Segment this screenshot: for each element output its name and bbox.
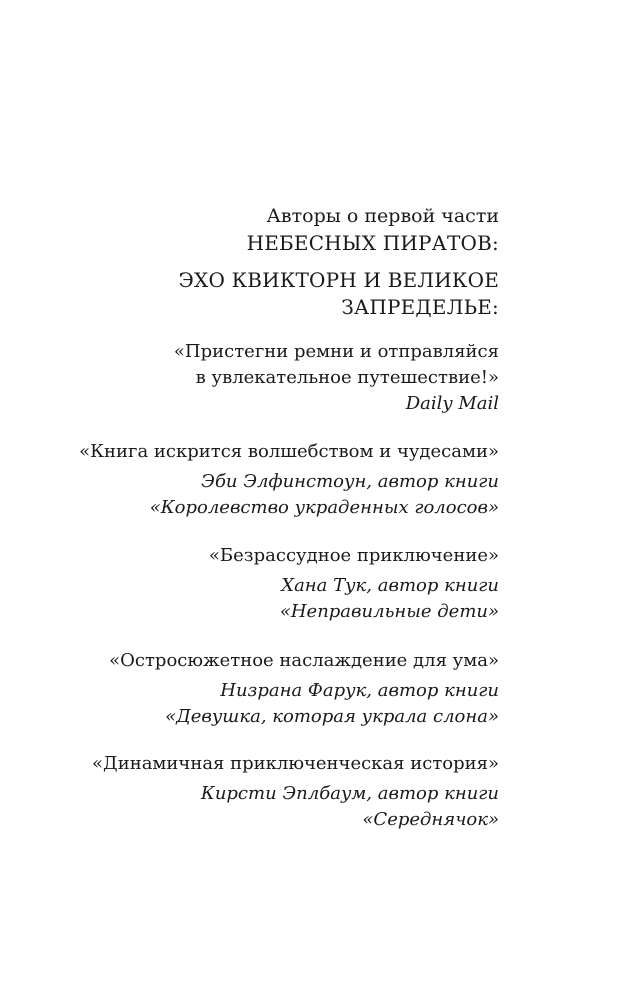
review-book-title: «Неправильные дети» bbox=[279, 601, 499, 622]
review-quote-line: «Книга искрится волшебством и чудесами» bbox=[79, 441, 499, 462]
book-title-line-1: ЭХО КВИКТОРН И ВЕЛИКОЕ bbox=[178, 268, 499, 292]
review-2 bbox=[39, 439, 499, 521]
review-4 bbox=[39, 648, 499, 730]
review-1 bbox=[39, 339, 499, 417]
review-author: Низрана Фарук, автор книги bbox=[220, 680, 499, 701]
book-title-line-2: ЗАПРЕДЕЛЬЕ: bbox=[341, 295, 499, 319]
review-book-title: «Королевство украденных голосов» bbox=[149, 497, 499, 518]
review-3 bbox=[39, 543, 499, 625]
review-source: Daily Mail bbox=[405, 393, 499, 414]
review-author: Кирсти Эплбаум, автор книги bbox=[200, 783, 499, 804]
review-book-title: «Середнячок» bbox=[362, 809, 499, 830]
review-quote-line: «Пристегни ремни и отправляйся bbox=[173, 341, 499, 362]
series-title: НЕБЕСНЫХ ПИРАТОВ: bbox=[246, 231, 499, 255]
review-5 bbox=[39, 751, 499, 833]
review-author: Хана Тук, автор книги bbox=[281, 575, 499, 596]
review-quote-line: «Динамичная приключенческая история» bbox=[92, 753, 499, 774]
heading-intro: Авторы о первой части bbox=[266, 205, 499, 227]
review-quote-line: «Остросюжетное наслаждение для ума» bbox=[109, 650, 499, 671]
review-quote-line: «Безрассудное приключение» bbox=[208, 545, 499, 566]
review-quote-line: в увлекательное путешествие!» bbox=[195, 367, 499, 388]
review-book-title: «Девушка, которая украла слона» bbox=[165, 706, 499, 727]
praise-heading bbox=[39, 203, 499, 321]
review-author: Эби Элфинстоун, автор книги bbox=[201, 471, 499, 492]
